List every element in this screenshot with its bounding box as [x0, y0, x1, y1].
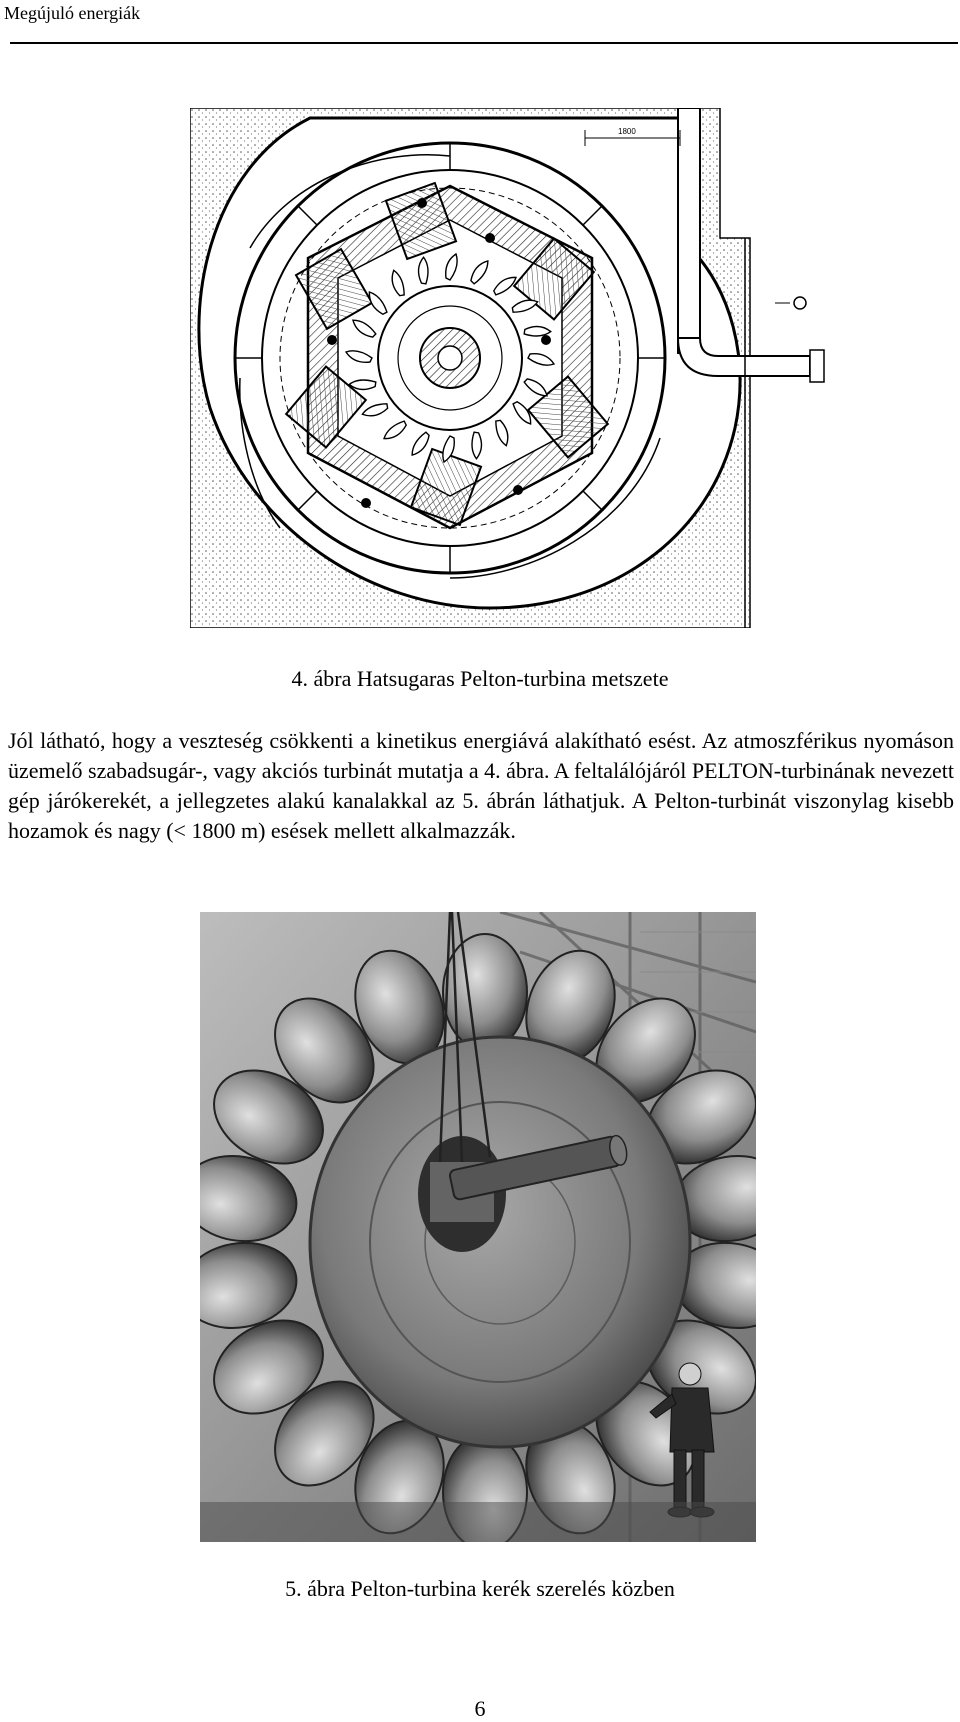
- pelton-wheel-photo: [200, 912, 756, 1542]
- figure-4-caption: 4. ábra Hatsugaras Pelton-turbina metszete: [291, 666, 669, 691]
- page-number: 6: [474, 1696, 486, 1721]
- header-rule: [10, 42, 958, 44]
- figure-5-caption: 5. ábra Pelton-turbina kerék szerelés közben: [285, 1576, 675, 1601]
- body-paragraph: Jól látható, hogy a veszteség csökkenti a kinetikus energiává alakítható esést. Az atmoszférikus nyomáson üzemelő szabadsugár-, vagy akciós turbinát mutatja a 4. ábra. A feltalálójáról PELTON-turbinának nevezett gép járókerekét, a jellegzetes alakú kanalakkal az 5. ábrán láthatjuk. A Pelton-turbinát viszonylag kisebb hozamok és nagy (< 1800 m) esések mellett alkalmazzák.: [8, 728, 954, 843]
- running-header: Megújuló energiák: [4, 3, 141, 23]
- pelton-turbine-section-drawing: [190, 108, 850, 628]
- dimension-label: 1800: [618, 127, 636, 136]
